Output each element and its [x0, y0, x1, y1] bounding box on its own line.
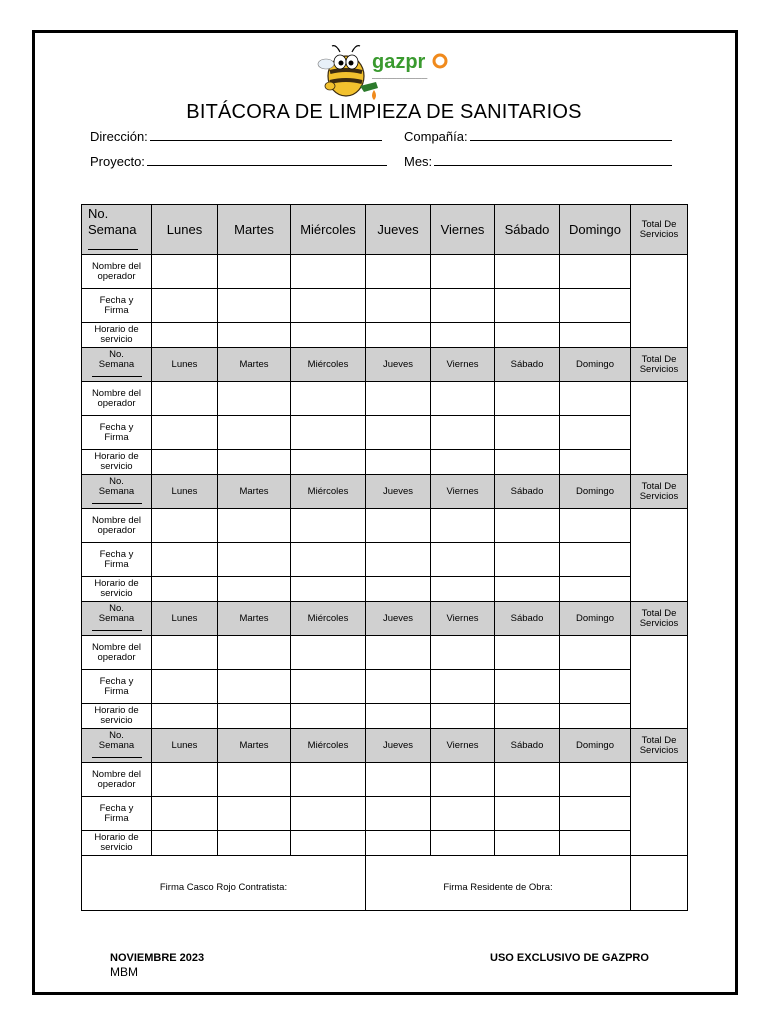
total-servicios-cell[interactable]: [631, 763, 688, 856]
no-label: No.: [109, 602, 124, 614]
day-header-6: Domingo: [560, 205, 631, 255]
signature-row: [82, 856, 688, 911]
entry-cell[interactable]: [366, 323, 431, 348]
entry-cell[interactable]: [291, 323, 366, 348]
row-label-line1: Horario de: [94, 578, 139, 589]
frame-bottom-line: [36, 992, 734, 993]
entry-cell[interactable]: [495, 382, 560, 416]
total-servicios-header: [631, 348, 688, 382]
entry-cell[interactable]: [495, 763, 560, 797]
entry-cell[interactable]: [366, 670, 431, 704]
entry-cell[interactable]: [495, 636, 560, 670]
row-label-line2: servicio: [100, 842, 133, 853]
row-label-line2: Firma: [104, 685, 129, 697]
week-header-row: [82, 729, 688, 763]
mes-field: [404, 153, 672, 169]
week-number-cell[interactable]: [82, 348, 152, 382]
entry-cell[interactable]: [495, 670, 560, 704]
row-label: [82, 509, 152, 543]
total-servicios-header: [631, 205, 688, 255]
week-number-cell[interactable]: [82, 475, 152, 509]
entry-cell[interactable]: [495, 450, 560, 475]
entry-cell[interactable]: [218, 543, 291, 577]
entry-cell[interactable]: [218, 670, 291, 704]
entry-cell[interactable]: [495, 416, 560, 450]
no-label: No.: [109, 475, 124, 487]
day-header-4: Viernes: [431, 348, 495, 382]
entry-cell[interactable]: [218, 450, 291, 475]
page-title: BITÁCORA DE LIMPIEZA DE SANITARIOS: [186, 101, 582, 123]
entry-cell[interactable]: [218, 831, 291, 856]
day-header-4: Viernes: [431, 475, 495, 509]
entry-cell[interactable]: [291, 382, 366, 416]
row-label-line1: Nombre del: [91, 641, 142, 653]
operator-name-row: [82, 636, 688, 670]
total-label-2: Servicios: [639, 744, 679, 756]
entry-cell[interactable]: [431, 636, 495, 670]
entry-cell[interactable]: [291, 577, 366, 602]
entry-cell[interactable]: [291, 416, 366, 450]
residente-signature[interactable]: Firma Residente de Obra:: [366, 856, 631, 911]
entry-cell[interactable]: [431, 416, 495, 450]
bee-mascot-icon: [316, 42, 450, 104]
entry-cell[interactable]: [218, 323, 291, 348]
row-label-line1: Nombre del: [91, 260, 142, 272]
week-number-cell[interactable]: [82, 729, 152, 763]
day-header-5: Sábado: [495, 729, 560, 763]
row-label-line2: Firma: [104, 812, 129, 824]
row-label: [82, 450, 152, 475]
day-header-3: Jueves: [366, 475, 431, 509]
entry-cell[interactable]: [560, 382, 631, 416]
entry-cell[interactable]: [431, 577, 495, 602]
entry-cell[interactable]: [560, 450, 631, 475]
row-label-line2: servicio: [100, 715, 133, 726]
semana-label: Semana: [98, 485, 135, 497]
week-underline: [92, 756, 142, 758]
week-number-cell[interactable]: [82, 205, 152, 255]
date-signature-row: [82, 416, 688, 450]
entry-cell[interactable]: [218, 577, 291, 602]
proyecto-line[interactable]: [147, 153, 387, 166]
entry-cell[interactable]: [366, 543, 431, 577]
day-header-4: Viernes: [431, 205, 495, 255]
row-label: [82, 704, 152, 729]
day-header-5: Sábado: [495, 348, 560, 382]
entry-cell[interactable]: [152, 255, 218, 289]
row-label-line1: Horario de: [94, 705, 139, 716]
day-header-0: Lunes: [152, 475, 218, 509]
entry-cell[interactable]: [560, 416, 631, 450]
operator-name-row: [82, 255, 688, 289]
entry-cell[interactable]: [495, 509, 560, 543]
row-label-line2: servicio: [100, 334, 133, 345]
row-label-line1: Horario de: [94, 451, 139, 462]
row-label-line1: Horario de: [94, 832, 139, 843]
entry-cell[interactable]: [431, 450, 495, 475]
week-number-cell[interactable]: [82, 602, 152, 636]
total-label-1: Total De: [641, 218, 677, 230]
entry-cell[interactable]: [152, 704, 218, 729]
entry-cell[interactable]: [431, 797, 495, 831]
entry-cell[interactable]: [218, 509, 291, 543]
entry-cell[interactable]: [560, 323, 631, 348]
operator-name-row: [82, 509, 688, 543]
row-label: [82, 323, 152, 348]
entry-cell[interactable]: [218, 636, 291, 670]
row-label-line2: Firma: [104, 558, 129, 570]
row-label-line1: Fecha y: [99, 675, 134, 687]
entry-cell[interactable]: [152, 577, 218, 602]
row-label-line2: operador: [97, 651, 136, 663]
row-label-line2: servicio: [100, 588, 133, 599]
day-header-1: Martes: [218, 348, 291, 382]
entry-cell[interactable]: [431, 543, 495, 577]
entry-cell[interactable]: [291, 763, 366, 797]
total-label-2: Servicios: [639, 363, 679, 375]
total-label-1: Total De: [641, 734, 677, 746]
operator-name-row: [82, 763, 688, 797]
total-servicios-cell[interactable]: [631, 255, 688, 348]
row-label-line2: servicio: [100, 461, 133, 472]
week-header-row: [82, 602, 688, 636]
semana-label: Semana: [98, 358, 135, 370]
entry-cell[interactable]: [291, 704, 366, 729]
row-label: [82, 831, 152, 856]
direccion-line[interactable]: [150, 128, 382, 141]
row-label: [82, 670, 152, 704]
row-label-line1: Fecha y: [99, 294, 134, 306]
mes-label: Mes:: [404, 154, 433, 169]
week-underline: [92, 502, 142, 504]
entry-cell[interactable]: [366, 636, 431, 670]
day-header-6: Domingo: [560, 475, 631, 509]
semana-label: Semana: [88, 221, 137, 237]
total-label-2: Servicios: [639, 617, 679, 629]
day-header-3: Jueves: [366, 602, 431, 636]
svg-text:▁▁▁▁▁▁▁▁▁▁▁▁▁▁▁▁▁▁: ▁▁▁▁▁▁▁▁▁▁▁▁▁▁▁▁▁▁: [372, 74, 428, 79]
total-label-1: Total De: [641, 353, 677, 365]
svg-text:gazpr: gazpr: [372, 51, 426, 73]
entry-cell[interactable]: [366, 797, 431, 831]
service-time-row: [82, 704, 688, 729]
day-header-2: Miércoles: [291, 348, 366, 382]
week-header-row: [82, 348, 688, 382]
day-header-5: Sábado: [495, 475, 560, 509]
week-underline: [88, 248, 138, 250]
service-time-row: [82, 831, 688, 856]
entry-cell[interactable]: [218, 289, 291, 323]
no-label: No.: [109, 729, 124, 741]
row-label-line1: Fecha y: [99, 548, 134, 560]
entry-cell[interactable]: [291, 543, 366, 577]
service-time-row: [82, 577, 688, 602]
day-header-1: Martes: [218, 205, 291, 255]
entry-cell[interactable]: [152, 323, 218, 348]
day-header-3: Jueves: [366, 348, 431, 382]
entry-cell[interactable]: [431, 382, 495, 416]
entry-cell[interactable]: [560, 255, 631, 289]
total-label-2: Servicios: [639, 490, 679, 502]
day-header-3: Jueves: [366, 729, 431, 763]
total-label-2: Servicios: [639, 228, 679, 240]
entry-cell[interactable]: [291, 450, 366, 475]
row-label-line1: Horario de: [94, 324, 139, 335]
entry-cell[interactable]: [495, 255, 560, 289]
entry-cell[interactable]: [152, 416, 218, 450]
day-header-0: Lunes: [152, 602, 218, 636]
day-header-3: Jueves: [366, 205, 431, 255]
row-label-line2: Firma: [104, 304, 129, 316]
date-signature-row: [82, 670, 688, 704]
service-time-row: [82, 450, 688, 475]
day-header-2: Miércoles: [291, 205, 366, 255]
day-header-1: Martes: [218, 729, 291, 763]
entry-cell[interactable]: [495, 831, 560, 856]
entry-cell[interactable]: [152, 289, 218, 323]
total-servicios-header: [631, 475, 688, 509]
row-label-line1: Fecha y: [99, 421, 134, 433]
entry-cell[interactable]: [431, 255, 495, 289]
day-header-6: Domingo: [560, 729, 631, 763]
entry-cell[interactable]: [152, 382, 218, 416]
row-label-line2: Firma: [104, 431, 129, 443]
week-header-row: [82, 205, 688, 255]
row-label-line2: operador: [97, 270, 136, 282]
entry-cell[interactable]: [560, 763, 631, 797]
entry-cell[interactable]: [366, 450, 431, 475]
row-label-line1: Fecha y: [99, 802, 134, 814]
entry-cell[interactable]: [431, 670, 495, 704]
entry-cell[interactable]: [560, 289, 631, 323]
total-servicios-header: [631, 729, 688, 763]
entry-cell[interactable]: [495, 797, 560, 831]
entry-cell[interactable]: [152, 763, 218, 797]
entry-cell[interactable]: [291, 289, 366, 323]
entry-cell[interactable]: [218, 416, 291, 450]
entry-cell[interactable]: [218, 704, 291, 729]
entry-cell[interactable]: [218, 255, 291, 289]
contratista-signature[interactable]: Firma Casco Rojo Contratista:: [82, 856, 366, 911]
date-signature-row: [82, 543, 688, 577]
semana-label: Semana: [98, 739, 135, 751]
no-label: No.: [88, 205, 109, 221]
mes-line[interactable]: [434, 153, 672, 166]
entry-cell[interactable]: [152, 797, 218, 831]
entry-cell[interactable]: [152, 670, 218, 704]
row-label: [82, 255, 152, 289]
day-header-1: Martes: [218, 475, 291, 509]
entry-cell[interactable]: [431, 289, 495, 323]
entry-cell[interactable]: [218, 382, 291, 416]
day-header-1: Martes: [218, 602, 291, 636]
proyecto-label: Proyecto:: [90, 154, 145, 169]
entry-cell[interactable]: [431, 704, 495, 729]
entry-cell[interactable]: [152, 636, 218, 670]
total-servicios-cell[interactable]: [631, 509, 688, 602]
gazpro-logo: [316, 42, 450, 104]
day-header-4: Viernes: [431, 602, 495, 636]
footer-author: MBM: [110, 965, 138, 979]
entry-cell[interactable]: [495, 577, 560, 602]
row-label: [82, 543, 152, 577]
entry-cell[interactable]: [152, 509, 218, 543]
row-label: [82, 382, 152, 416]
row-label: [82, 797, 152, 831]
entry-cell[interactable]: [495, 704, 560, 729]
total-label-1: Total De: [641, 607, 677, 619]
entry-cell[interactable]: [291, 831, 366, 856]
row-label: [82, 289, 152, 323]
service-time-row: [82, 323, 688, 348]
entry-cell[interactable]: [366, 577, 431, 602]
entry-cell[interactable]: [495, 323, 560, 348]
row-label-line1: Nombre del: [91, 768, 142, 780]
entry-cell[interactable]: [366, 255, 431, 289]
entry-cell[interactable]: [366, 763, 431, 797]
row-label-line1: Nombre del: [91, 514, 142, 526]
semana-label: Semana: [98, 612, 135, 624]
row-label-line2: operador: [97, 778, 136, 790]
total-servicios-header: [631, 602, 688, 636]
total-servicios-cell[interactable]: [631, 636, 688, 729]
compania-label: Compañía:: [404, 129, 468, 144]
entry-cell[interactable]: [495, 543, 560, 577]
entry-cell[interactable]: [366, 704, 431, 729]
entry-cell[interactable]: [560, 509, 631, 543]
entry-cell[interactable]: [291, 636, 366, 670]
day-header-2: Miércoles: [291, 729, 366, 763]
day-header-5: Sábado: [495, 205, 560, 255]
week-header-row: [82, 475, 688, 509]
entry-cell[interactable]: [560, 831, 631, 856]
direccion-label: Dirección:: [90, 129, 148, 144]
week-underline: [92, 629, 142, 631]
day-header-0: Lunes: [152, 729, 218, 763]
footer-exclusive: USO EXCLUSIVO DE GAZPRO: [490, 952, 649, 964]
entry-cell[interactable]: [431, 323, 495, 348]
entry-cell[interactable]: [291, 255, 366, 289]
row-label: [82, 636, 152, 670]
proyecto-field: [90, 153, 387, 169]
entry-cell[interactable]: [431, 831, 495, 856]
entry-cell[interactable]: [560, 577, 631, 602]
entry-cell[interactable]: [560, 543, 631, 577]
week-underline: [92, 375, 142, 377]
entry-cell[interactable]: [152, 450, 218, 475]
entry-cell[interactable]: [431, 509, 495, 543]
entry-cell[interactable]: [366, 382, 431, 416]
entry-cell[interactable]: [366, 289, 431, 323]
date-signature-row: [82, 289, 688, 323]
day-header-4: Viernes: [431, 729, 495, 763]
footer-date: NOVIEMBRE 2023: [110, 952, 205, 964]
compania-line[interactable]: [470, 128, 672, 141]
day-header-2: Miércoles: [291, 475, 366, 509]
row-label: [82, 763, 152, 797]
date-signature-row: [82, 797, 688, 831]
no-label: No.: [109, 348, 124, 360]
row-label-line2: operador: [97, 524, 136, 536]
entry-cell[interactable]: [366, 831, 431, 856]
entry-cell[interactable]: [560, 797, 631, 831]
day-header-2: Miércoles: [291, 602, 366, 636]
entry-cell[interactable]: [152, 543, 218, 577]
entry-cell[interactable]: [291, 797, 366, 831]
entry-cell[interactable]: [291, 670, 366, 704]
entry-cell[interactable]: [560, 670, 631, 704]
entry-cell[interactable]: [560, 704, 631, 729]
entry-cell[interactable]: [495, 289, 560, 323]
entry-cell[interactable]: [291, 509, 366, 543]
total-servicios-cell[interactable]: [631, 382, 688, 475]
entry-cell[interactable]: [366, 416, 431, 450]
day-header-0: Lunes: [152, 205, 218, 255]
signature-empty-cell[interactable]: [631, 856, 688, 911]
entry-cell[interactable]: [218, 797, 291, 831]
operator-name-row: [82, 382, 688, 416]
day-header-6: Domingo: [560, 602, 631, 636]
entry-cell[interactable]: [152, 831, 218, 856]
row-label: [82, 416, 152, 450]
entry-cell[interactable]: [560, 636, 631, 670]
row-label: [82, 577, 152, 602]
total-label-1: Total De: [641, 480, 677, 492]
row-label-line1: Nombre del: [91, 387, 142, 399]
compania-field: [404, 128, 672, 144]
day-header-5: Sábado: [495, 602, 560, 636]
direccion-field: [90, 128, 382, 144]
day-header-0: Lunes: [152, 348, 218, 382]
cleaning-log-table: [81, 204, 688, 911]
entry-cell[interactable]: [218, 763, 291, 797]
day-header-6: Domingo: [560, 348, 631, 382]
row-label-line2: operador: [97, 397, 136, 409]
entry-cell[interactable]: [366, 509, 431, 543]
entry-cell[interactable]: [431, 763, 495, 797]
